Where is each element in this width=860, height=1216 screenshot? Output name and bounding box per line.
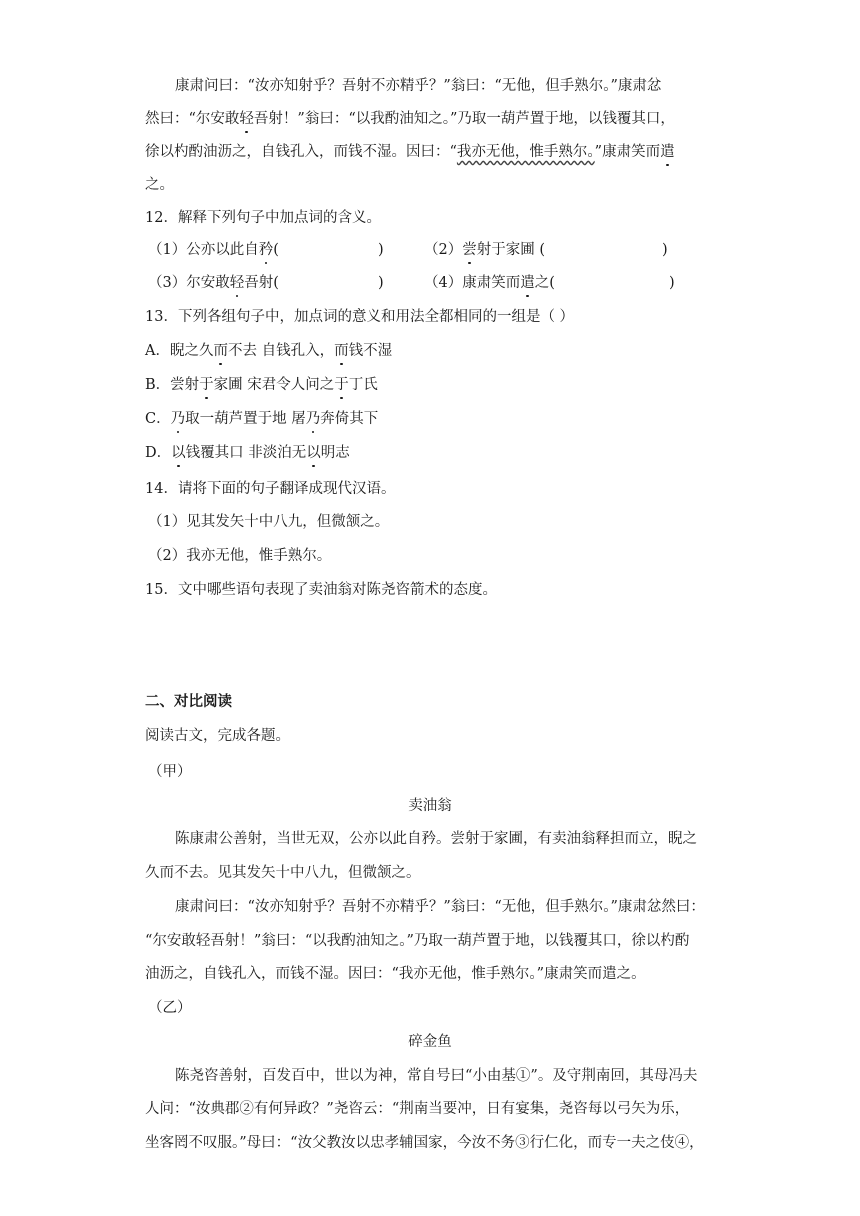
question-15-stem: 15．文中哪些语句表现了卖油翁对陈尧咨箭术的态度。 [145,582,497,598]
yi-line-1: 陈尧咨善射，百发百中，世以为神，常自号曰“小由基①”。及守荆南回，其母冯夫 [175,1068,698,1084]
passage-title-yi: 碎金鱼 [408,1034,452,1050]
dotted-word: 乃 [305,411,321,427]
question-14-sentence-2: （2）我亦无他，惟手熟尔。 [148,548,332,564]
passage-text: 康肃问曰：“汝亦知射乎？吾射不亦精乎？”翁曰：“无他，但手熟尔。”康肃忿 [175,78,662,94]
passage-text: 然曰：“尔安敢 [145,111,240,127]
answer-blank-1[interactable]: ) [378,242,384,258]
passage-label-jia: （甲） [148,764,192,780]
dotted-word: 遣 [520,275,535,291]
section-intro: 阅读古文，完成各题。 [145,728,290,744]
question-12-stem: 12．解释下列句子中加点词的含义。 [145,210,381,226]
question-12-row-2: （3）尔安敢轻吾射( ) （4）康肃笑而遣之( ) [148,275,675,291]
passage-title-jia: 卖油翁 [408,798,452,814]
passage-line-4 [145,175,174,195]
dotted-word: 尝 [462,242,477,258]
dotted-word: 轻 [229,275,245,291]
answer-blank-4[interactable]: ) [669,275,675,291]
option-d[interactable]: D．以钱覆其口 非淡泊无以明志 [145,445,350,461]
passage-line-2 [145,109,675,129]
jia-line-5: 油沥之，自钱孔入，而钱不湿。因曰：“我亦无他，惟手熟尔。”康肃笑而遣之。 [145,966,646,982]
dotted-word: 轻 [239,111,254,127]
question-14-sentence-1: （1）见其发矢十中八九，但微颔之。 [148,514,390,530]
jia-line-1: 陈康肃公善射，当世无双，公亦以此自矜。尝射于家圃，有卖油翁释担而立，睨之 [175,831,697,847]
dotted-word: 于 [334,377,349,393]
passage-line-1 [175,76,661,96]
yi-line-3: 坐客罔不叹服。”母曰：“汝父教汝以忠孝辅国家，今汝不务③行仁化，而专一夫之伎④， [145,1135,704,1151]
dotted-word: 于 [199,377,214,393]
dotted-word: 而 [334,343,349,359]
answer-blank-2[interactable]: ) [662,242,668,258]
passage-line-3 [145,142,675,162]
question-14-stem: 14．请将下面的句子翻译成现代汉语。 [145,481,396,497]
dotted-word: 而 [213,343,228,359]
passage-text: ”康肃笑而 [594,144,661,160]
dotted-word: 以 [171,445,186,461]
dotted-word: 矜 [258,242,274,258]
passage-label-yi: （乙） [148,1000,192,1016]
yi-line-2: 人问：“汝典郡②有何异政？”尧咨云：“荆南当要冲，日有宴集，尧咨每以弓矢为乐， [145,1101,690,1117]
section-heading: 二、对比阅读 [145,694,232,710]
wavy-underlined-sentence: 我亦无他，惟手熟尔。 [456,144,595,160]
option-b[interactable]: B．尝射于家圃 宋君令人问之于丁氏 [145,377,378,393]
passage-text: 之。 [145,177,174,193]
jia-line-3: 康肃问曰：“汝亦知射乎？吾射不亦精乎？”翁曰：“无他，但手熟尔。”康肃忿然曰： [175,899,705,915]
option-a[interactable]: A．睨之久而不去 自钱孔入，而钱不湿 [145,343,393,359]
dotted-word: 乃 [170,411,186,427]
question-13-stem: 13．下列各组句子中，加点词的意义和用法全都相同的一组是（ ） [145,309,575,325]
passage-text: 徐以杓酌油沥之，自钱孔入，而钱不湿。因曰：“ [145,144,457,160]
option-c[interactable]: C．乃取一葫芦置于地 屠乃奔倚其下 [145,411,379,427]
jia-line-2: 久而不去。见其发矢十中八九，但微颔之。 [145,865,421,881]
question-12-row-1: （1）公亦以此自矜( ) （2）尝射于家圃 ( ) [148,242,668,258]
dotted-word: 以 [306,445,321,461]
jia-line-4: “尔安敢轻吾射！”翁曰：“以我酌油知之。”乃取一葫芦置于地，以钱覆其口，徐以杓酌 [145,933,690,949]
answer-blank-3[interactable]: ) [378,275,384,291]
dotted-word: 遣 [660,144,675,160]
passage-text: 吾射！”翁曰：“以我酌油知之。”乃取一葫芦置于地，以钱覆其口， [253,111,675,127]
